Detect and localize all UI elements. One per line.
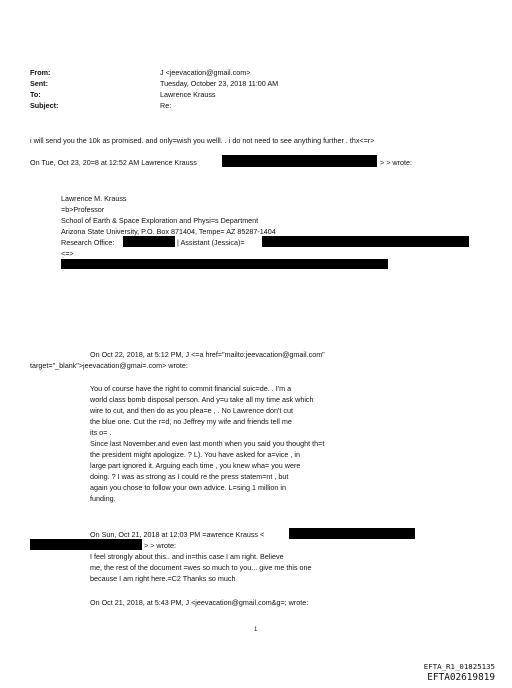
paragraph-line: its o= .: [90, 428, 112, 437]
signature-line: Arizona State University, P.O. Box 871404, Tempe= AZ 85287-1404: [61, 227, 276, 236]
quote-header-cont: target="_blank">jeevacation@gmai=.com> wrote:: [30, 361, 188, 370]
sent-label: Sent:: [30, 79, 48, 88]
redaction-box: [61, 259, 388, 269]
signature-line: Lawrence M. Krauss: [61, 194, 127, 203]
redaction-box: [123, 236, 175, 247]
quote-header: On Oct 21, 2018, at 5:43 PM, J <jeevacation@gmail.com&g=; wrote:: [90, 598, 309, 607]
paragraph-line: the president might apologize. ? L). You have asked for a=vice , in: [90, 450, 300, 459]
to-value: Lawrence Krauss: [160, 90, 216, 99]
signature-line: School of Earth & Space Exploration and Physi=s Department: [61, 216, 259, 225]
research-office-label: Research Office:: [61, 238, 115, 247]
paragraph-line: Since last November.and even last month when you said you thought th=t: [90, 439, 325, 448]
quote-header-end: > > wrote:: [144, 541, 176, 550]
sent-value: Tuesday, October 23, 2018 11:00 AM: [160, 79, 279, 88]
signature-line: =b>Professor: [61, 205, 105, 214]
signature-end: <=>: [61, 249, 74, 258]
paragraph-line: world class bomb disposal person. And y=u take all my time ask which: [90, 395, 314, 404]
paragraph-line: me, the rest of the document =wes so much to you... give me this one: [90, 563, 312, 572]
to-label: To:: [30, 90, 41, 99]
paragraph-line: wire to cut, and then do as you plea=e , . No Lawrence don't cut: [90, 406, 293, 415]
bates-number-secondary: EFTA02619819: [427, 672, 495, 683]
quote-header-end: > > wrote:: [380, 158, 412, 167]
paragraph-line: large part ignored it. Arguing each time , you knew wha= you were: [90, 461, 301, 470]
paragraph-line: again you chose to follow your own advice. L=sing 1 million in: [90, 483, 286, 492]
bates-number-primary: EFTA_R1_01825135: [423, 662, 495, 671]
redaction-box: [289, 528, 415, 539]
redaction-box: [262, 236, 469, 247]
from-label: From:: [30, 68, 51, 77]
paragraph-line: because I am right here.=C2 Thanks so much: [90, 574, 236, 583]
quote-header: On Oct 22, 2018, at 5:12 PM, J <=a href="mailto:jeevacation@gmail.com": [90, 350, 325, 359]
subject-label: Subject:: [30, 101, 59, 110]
assistant-label: | Assistant (Jessica)=: [177, 238, 245, 247]
paragraph-line: doing. ? I was as strong as I could re the press statem=nt , but: [90, 472, 289, 481]
redaction-box: [222, 155, 377, 167]
paragraph-line: the blue one. Cut the r=d, no Jeffrey my wife and friends tell me: [90, 417, 292, 426]
paragraph-line: You of course have the right to commit financial suic=de. . I'm a: [90, 384, 292, 393]
from-value: J <jeevacation@gmail.com>: [160, 68, 251, 77]
page-number: 1: [254, 627, 258, 633]
redaction-box: [30, 539, 142, 550]
paragraph-line: I feel strongly about this.. and in=this case I am right. Believe: [90, 552, 284, 561]
message-line: i will send you the 10k as promised. and only=wish you welll. . i do not need to see anything further . thx<=r>: [30, 136, 375, 145]
quote-header: On Tue, Oct 23, 20=8 at 12:52 AM Lawrence Krauss: [30, 158, 197, 167]
quote-header: On Sun, Oct 21, 2018 at 12:03 PM =awrence Krauss <: [90, 530, 265, 539]
paragraph-line: funding.: [90, 494, 116, 503]
subject-value: Re:: [160, 101, 172, 110]
